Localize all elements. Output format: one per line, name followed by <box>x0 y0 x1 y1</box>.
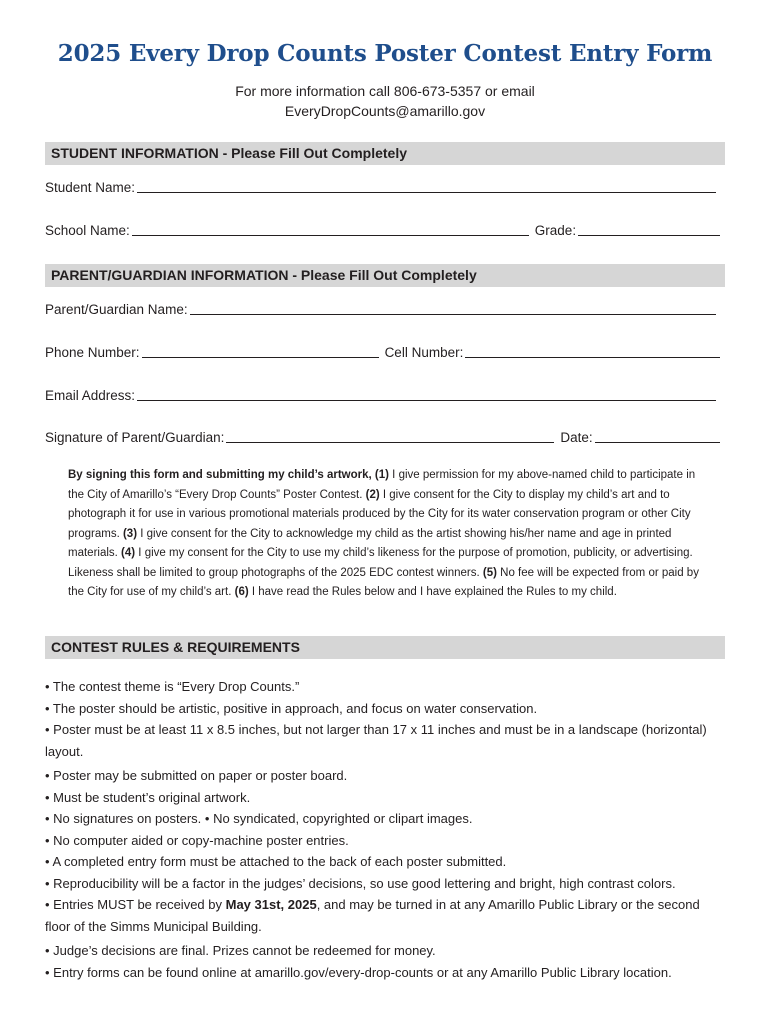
student-name-field[interactable] <box>45 180 720 195</box>
cell-label: Cell Number: <box>384 345 464 360</box>
parent-name-line[interactable] <box>190 302 716 315</box>
date-label: Date: <box>560 430 593 445</box>
rule-item: • The poster should be artistic, positive in approach, and focus on water conservation. <box>45 700 538 716</box>
contact-line-email: EveryDropCounts@amarillo.gov <box>284 103 486 119</box>
consent-text-4: I give my consent for the City to use my child’s likeness for the purpose of promotion, publicity, or advertising. Likeness shall be limited to group photographs of the 2025 EDC contest winners. <box>68 547 693 579</box>
consent-lead: By signing this form and submitting my child’s artwork, <box>68 469 372 481</box>
rule-deadline-date: May 31st, 2025 <box>225 897 317 912</box>
consent-text-2: I give consent for the City to display my child’s art and to photograph it for use in various promotional materials produced by the City for its water conservation program or other City programs. <box>68 488 691 540</box>
rules-list <box>45 676 725 983</box>
school-name-line[interactable] <box>132 223 529 236</box>
parent-section-heading: PARENT/GUARDIAN INFORMATION - Please Fill Out Completely <box>45 264 725 287</box>
form-title: 2025 Every Drop Counts Poster Contest Entry Form <box>57 40 713 67</box>
rules-section-heading: CONTEST RULES & REQUIREMENTS <box>45 636 725 659</box>
student-name-label: Student Name: <box>45 180 136 195</box>
consent-text-5: No fee will be expected from or paid by the City for use of my child’s art. <box>68 566 699 598</box>
rule-item: • No signatures on posters. • No syndicated, copyrighted or clipart images. <box>45 811 473 826</box>
contact-line-phone: For more information call 806-673-5357 or email <box>235 83 535 99</box>
school-name-label: School Name: <box>45 223 130 238</box>
rule-item-deadline <box>45 894 725 937</box>
grade-line[interactable] <box>578 223 720 236</box>
consent-num-1: (1) <box>374 469 389 481</box>
email-label: Email Address: <box>45 388 136 403</box>
student-name-line[interactable] <box>137 180 716 193</box>
consent-num-6: (6) <box>234 586 249 598</box>
consent-text-6: I have read the Rules below and I have explained the Rules to my child. <box>248 586 617 598</box>
student-section-heading: STUDENT INFORMATION - Please Fill Out Completely <box>45 142 725 165</box>
rule-item: • Poster must be at least 11 x 8.5 inches, but not larger than 17 x 11 inches and must be in a landscape (horizontal) layout. <box>45 722 707 759</box>
cell-line[interactable] <box>465 345 720 358</box>
rule-item: • A completed entry form must be attached to the back of each poster submitted. <box>45 854 507 869</box>
parent-name-label: Parent/Guardian Name: <box>45 302 188 317</box>
rule-deadline-post: , and may be turned in at any Amarillo Public Library or the second floor of the Simms Municipal Building. <box>45 897 700 934</box>
consent-text-1: I give permission for my above-named child to participate in the City of Amarillo’s “Every Drop Counts” Poster Contest. <box>68 469 696 501</box>
consent-num-3: (3) <box>122 527 138 540</box>
phone-line[interactable] <box>142 345 379 358</box>
consent-num-2: (2) <box>365 488 380 501</box>
rule-item: • Entry forms can be found online at amarillo.gov/every-drop-counts or at any Amarillo Public Library location. <box>45 964 672 980</box>
rule-deadline-pre: • Entries MUST be received by <box>45 897 226 912</box>
rule-item: • Judge’s decisions are final. Prizes cannot be redeemed for money. <box>45 943 436 958</box>
rule-item: • Must be student’s original artwork. <box>45 789 251 805</box>
consent-num-5: (5) <box>482 566 497 579</box>
signature-date-row <box>45 430 720 445</box>
email-field[interactable] <box>45 388 720 403</box>
date-line[interactable] <box>595 430 720 443</box>
signature-line[interactable] <box>226 430 554 443</box>
grade-label: Grade: <box>534 223 577 238</box>
rule-item: • Poster may be submitted on paper or poster board. <box>45 768 348 783</box>
phone-label: Phone Number: <box>45 345 140 360</box>
consent-paragraph <box>68 466 708 603</box>
parent-name-field[interactable] <box>45 302 720 317</box>
email-line[interactable] <box>137 388 716 401</box>
consent-text-3: I give consent for the City to acknowledge my child as the artist showing his/her name and age in printed materials. <box>68 527 672 559</box>
school-grade-row <box>45 223 720 238</box>
signature-label: Signature of Parent/Guardian: <box>45 430 225 445</box>
rule-item: • No computer aided or copy-machine poster entries. <box>45 832 349 848</box>
rule-item: • The contest theme is “Every Drop Counts.” <box>45 679 300 694</box>
rule-item: • Reproducibility will be a factor in the judges’ decisions, so use good lettering and bright, high contrast colors. <box>45 875 676 891</box>
phone-cell-row <box>45 345 720 360</box>
consent-num-4: (4) <box>121 547 136 559</box>
